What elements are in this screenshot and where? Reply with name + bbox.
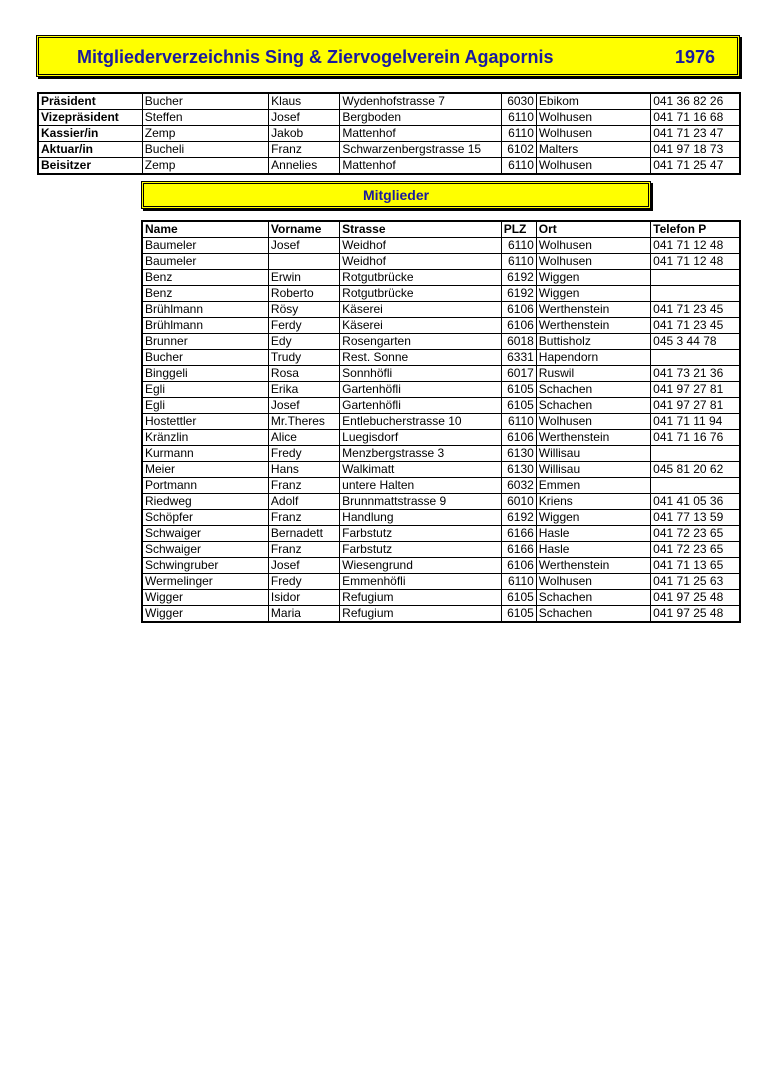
member-row: [142, 558, 740, 574]
member-cell: Käserei: [340, 302, 502, 318]
member-cell: 6110: [501, 414, 536, 430]
member-row: [142, 494, 740, 510]
board-cell: 041 36 82 26: [651, 93, 740, 110]
member-cell: 6166: [501, 526, 536, 542]
member-cell: 041 97 27 81: [651, 398, 740, 414]
member-cell: Werthenstein: [536, 558, 650, 574]
member-cell: Wolhusen: [536, 238, 650, 254]
member-cell: 6017: [501, 366, 536, 382]
member-cell: 045 81 20 62: [651, 462, 740, 478]
column-header: Ort: [536, 221, 650, 238]
member-cell: Willisau: [536, 446, 650, 462]
document-title: Mitgliederverzeichnis Sing & Ziervogelverein Agapornis: [77, 47, 554, 67]
board-cell: Klaus: [269, 93, 340, 110]
column-header: Strasse: [340, 221, 502, 238]
member-cell: Roberto: [268, 286, 339, 302]
member-cell: Farbstutz: [340, 542, 502, 558]
member-cell: 041 72 23 65: [651, 542, 740, 558]
member-cell: Brunnmattstrasse 9: [340, 494, 502, 510]
member-cell: Rotgutbrücke: [340, 270, 502, 286]
member-row: [142, 606, 740, 623]
member-row: [142, 270, 740, 286]
board-cell: Zemp: [142, 158, 268, 175]
member-cell: Entlebucherstrasse 10: [340, 414, 502, 430]
member-cell: Wolhusen: [536, 254, 650, 270]
member-row: [142, 334, 740, 350]
board-cell: Bucheli: [142, 142, 268, 158]
member-cell: Menzbergstrasse 3: [340, 446, 502, 462]
member-cell: Binggeli: [142, 366, 268, 382]
member-cell: Schwaiger: [142, 542, 268, 558]
member-row: [142, 238, 740, 254]
member-cell: 6130: [501, 446, 536, 462]
member-cell: Meier: [142, 462, 268, 478]
member-cell: Kurmann: [142, 446, 268, 462]
member-cell: Schöpfer: [142, 510, 268, 526]
board-role-cell: Kassier/in: [38, 126, 142, 142]
members-section-banner: [141, 181, 651, 209]
member-cell: Rosa: [268, 366, 339, 382]
member-cell: 6032: [501, 478, 536, 494]
member-cell: Schwingruber: [142, 558, 268, 574]
member-cell: 6105: [501, 382, 536, 398]
member-cell: Gartenhöfli: [340, 398, 502, 414]
member-cell: [651, 350, 740, 366]
member-cell: 041 71 23 45: [651, 302, 740, 318]
member-cell: Schwaiger: [142, 526, 268, 542]
member-cell: Isidor: [268, 590, 339, 606]
member-cell: Portmann: [142, 478, 268, 494]
member-row: [142, 478, 740, 494]
member-cell: Gartenhöfli: [340, 382, 502, 398]
member-row: [142, 254, 740, 270]
member-cell: Benz: [142, 270, 268, 286]
board-cell: Bergboden: [340, 110, 501, 126]
member-cell: Käserei: [340, 318, 502, 334]
member-cell: 6192: [501, 270, 536, 286]
member-cell: Erika: [268, 382, 339, 398]
member-cell: Hasle: [536, 526, 650, 542]
member-cell: Franz: [268, 510, 339, 526]
member-row: [142, 286, 740, 302]
member-cell: 6192: [501, 286, 536, 302]
board-cell: Mattenhof: [340, 126, 501, 142]
member-cell: Wiggen: [536, 270, 650, 286]
board-cell: 6110: [501, 126, 536, 142]
member-cell: Adolf: [268, 494, 339, 510]
member-cell: untere Halten: [340, 478, 502, 494]
member-cell: Franz: [268, 542, 339, 558]
member-cell: Sonnhöfli: [340, 366, 502, 382]
member-cell: Handlung: [340, 510, 502, 526]
member-cell: [651, 286, 740, 302]
members-table: [141, 220, 741, 623]
member-cell: 6106: [501, 558, 536, 574]
member-cell: Luegisdorf: [340, 430, 502, 446]
board-row: [38, 110, 740, 126]
column-header: Name: [142, 221, 268, 238]
member-cell: Schachen: [536, 590, 650, 606]
member-cell: Trudy: [268, 350, 339, 366]
board-row: [38, 142, 740, 158]
board-cell: 041 71 23 47: [651, 126, 740, 142]
member-cell: 041 77 13 59: [651, 510, 740, 526]
member-cell: 6106: [501, 318, 536, 334]
member-cell: Egli: [142, 382, 268, 398]
member-cell: 6130: [501, 462, 536, 478]
member-cell: 6110: [501, 574, 536, 590]
member-cell: 041 97 25 48: [651, 606, 740, 623]
member-cell: Franz: [268, 478, 339, 494]
member-cell: Farbstutz: [340, 526, 502, 542]
board-table: [37, 92, 741, 175]
board-cell: 041 71 16 68: [651, 110, 740, 126]
member-cell: Schachen: [536, 606, 650, 623]
member-cell: Wiesengrund: [340, 558, 502, 574]
member-cell: Wiggen: [536, 510, 650, 526]
column-header: Telefon P: [651, 221, 740, 238]
member-cell: 041 71 13 65: [651, 558, 740, 574]
board-role-cell: Aktuar/in: [38, 142, 142, 158]
member-cell: Werthenstein: [536, 430, 650, 446]
board-cell: Bucher: [142, 93, 268, 110]
board-role-cell: Vizepräsident: [38, 110, 142, 126]
member-row: [142, 526, 740, 542]
member-cell: 041 41 05 36: [651, 494, 740, 510]
member-cell: Werthenstein: [536, 318, 650, 334]
member-cell: 6166: [501, 542, 536, 558]
member-cell: Kriens: [536, 494, 650, 510]
member-cell: Brühlmann: [142, 318, 268, 334]
board-role-cell: Präsident: [38, 93, 142, 110]
member-cell: Mr.Theres: [268, 414, 339, 430]
member-row: [142, 446, 740, 462]
member-cell: Rosengarten: [340, 334, 502, 350]
board-cell: Malters: [536, 142, 650, 158]
member-cell: Ferdy: [268, 318, 339, 334]
member-cell: Emmen: [536, 478, 650, 494]
member-cell: [651, 446, 740, 462]
board-cell: Jakob: [269, 126, 340, 142]
member-cell: 6105: [501, 606, 536, 623]
member-cell: 6331: [501, 350, 536, 366]
member-row: [142, 542, 740, 558]
member-cell: 6110: [501, 254, 536, 270]
member-cell: [268, 254, 339, 270]
member-cell: Walkimatt: [340, 462, 502, 478]
member-cell: 041 71 12 48: [651, 254, 740, 270]
member-cell: Maria: [268, 606, 339, 623]
member-cell: 6192: [501, 510, 536, 526]
member-cell: Weidhof: [340, 238, 502, 254]
board-cell: Mattenhof: [340, 158, 501, 175]
member-cell: 6110: [501, 238, 536, 254]
member-cell: Wigger: [142, 590, 268, 606]
document-year: 1976: [674, 47, 715, 67]
member-cell: Rest. Sonne: [340, 350, 502, 366]
member-cell: 6105: [501, 398, 536, 414]
member-row: [142, 350, 740, 366]
board-cell: 041 71 25 47: [651, 158, 740, 175]
member-cell: 041 71 12 48: [651, 238, 740, 254]
member-cell: Rösy: [268, 302, 339, 318]
board-cell: Josef: [269, 110, 340, 126]
member-row: [142, 318, 740, 334]
member-row: [142, 430, 740, 446]
member-cell: Fredy: [268, 446, 339, 462]
board-cell: 041 97 18 73: [651, 142, 740, 158]
member-cell: Hans: [268, 462, 339, 478]
member-cell: Hasle: [536, 542, 650, 558]
member-cell: Weidhof: [340, 254, 502, 270]
member-cell: Wiggen: [536, 286, 650, 302]
member-cell: Baumeler: [142, 254, 268, 270]
board-cell: 6110: [501, 110, 536, 126]
member-cell: 041 71 16 76: [651, 430, 740, 446]
member-row: [142, 366, 740, 382]
member-row: [142, 414, 740, 430]
member-row: [142, 382, 740, 398]
member-row: [142, 590, 740, 606]
member-cell: Buttisholz: [536, 334, 650, 350]
board-cell: Wolhusen: [536, 126, 650, 142]
member-cell: [651, 270, 740, 286]
board-cell: Steffen: [142, 110, 268, 126]
member-row: [142, 574, 740, 590]
member-cell: Wigger: [142, 606, 268, 623]
board-cell: 6030: [501, 93, 536, 110]
member-cell: Baumeler: [142, 238, 268, 254]
member-cell: Brühlmann: [142, 302, 268, 318]
member-cell: Josef: [268, 398, 339, 414]
board-cell: 6110: [501, 158, 536, 175]
member-cell: Werthenstein: [536, 302, 650, 318]
board-cell: Wydenhofstrasse 7: [340, 93, 501, 110]
member-cell: Hostettler: [142, 414, 268, 430]
member-row: [142, 510, 740, 526]
member-cell: Bucher: [142, 350, 268, 366]
member-row: [142, 398, 740, 414]
members-header-row: [142, 221, 740, 238]
member-cell: Riedweg: [142, 494, 268, 510]
board-row: [38, 126, 740, 142]
board-row: [38, 158, 740, 175]
member-cell: Refugium: [340, 606, 502, 623]
member-cell: 041 71 23 45: [651, 318, 740, 334]
board-row: [38, 93, 740, 110]
member-cell: Benz: [142, 286, 268, 302]
member-cell: 6106: [501, 302, 536, 318]
member-row: [142, 302, 740, 318]
board-role-cell: Beisitzer: [38, 158, 142, 175]
member-cell: Josef: [268, 558, 339, 574]
board-cell: Wolhusen: [536, 110, 650, 126]
member-row: [142, 462, 740, 478]
member-cell: Kränzlin: [142, 430, 268, 446]
title-banner: [36, 35, 740, 77]
column-header: PLZ: [501, 221, 536, 238]
column-header: Vorname: [268, 221, 339, 238]
member-cell: Hapendorn: [536, 350, 650, 366]
member-cell: 6106: [501, 430, 536, 446]
member-cell: Brunner: [142, 334, 268, 350]
member-cell: 041 71 25 63: [651, 574, 740, 590]
member-cell: Josef: [268, 238, 339, 254]
member-cell: Fredy: [268, 574, 339, 590]
member-cell: 041 71 11 94: [651, 414, 740, 430]
member-cell: Schachen: [536, 398, 650, 414]
member-cell: Refugium: [340, 590, 502, 606]
board-cell: Ebikom: [536, 93, 650, 110]
board-cell: 6102: [501, 142, 536, 158]
member-cell: Willisau: [536, 462, 650, 478]
members-section-title: Mitglieder: [362, 187, 430, 203]
member-cell: Schachen: [536, 382, 650, 398]
member-cell: Erwin: [268, 270, 339, 286]
member-cell: Bernadett: [268, 526, 339, 542]
board-cell: Wolhusen: [536, 158, 650, 175]
board-cell: Zemp: [142, 126, 268, 142]
member-cell: 6018: [501, 334, 536, 350]
member-cell: 6105: [501, 590, 536, 606]
member-cell: Wermelinger: [142, 574, 268, 590]
member-cell: Alice: [268, 430, 339, 446]
board-cell: Franz: [269, 142, 340, 158]
member-cell: 6010: [501, 494, 536, 510]
member-cell: Edy: [268, 334, 339, 350]
member-cell: Egli: [142, 398, 268, 414]
member-cell: Ruswil: [536, 366, 650, 382]
board-cell: Schwarzenbergstrasse 15: [340, 142, 501, 158]
member-cell: Wolhusen: [536, 574, 650, 590]
member-cell: Emmenhöfli: [340, 574, 502, 590]
member-cell: 045 3 44 78: [651, 334, 740, 350]
member-cell: [651, 478, 740, 494]
member-cell: 041 97 27 81: [651, 382, 740, 398]
member-cell: 041 73 21 36: [651, 366, 740, 382]
board-cell: Annelies: [269, 158, 340, 175]
member-cell: 041 97 25 48: [651, 590, 740, 606]
member-cell: Wolhusen: [536, 414, 650, 430]
member-cell: 041 72 23 65: [651, 526, 740, 542]
member-cell: Rotgutbrücke: [340, 286, 502, 302]
